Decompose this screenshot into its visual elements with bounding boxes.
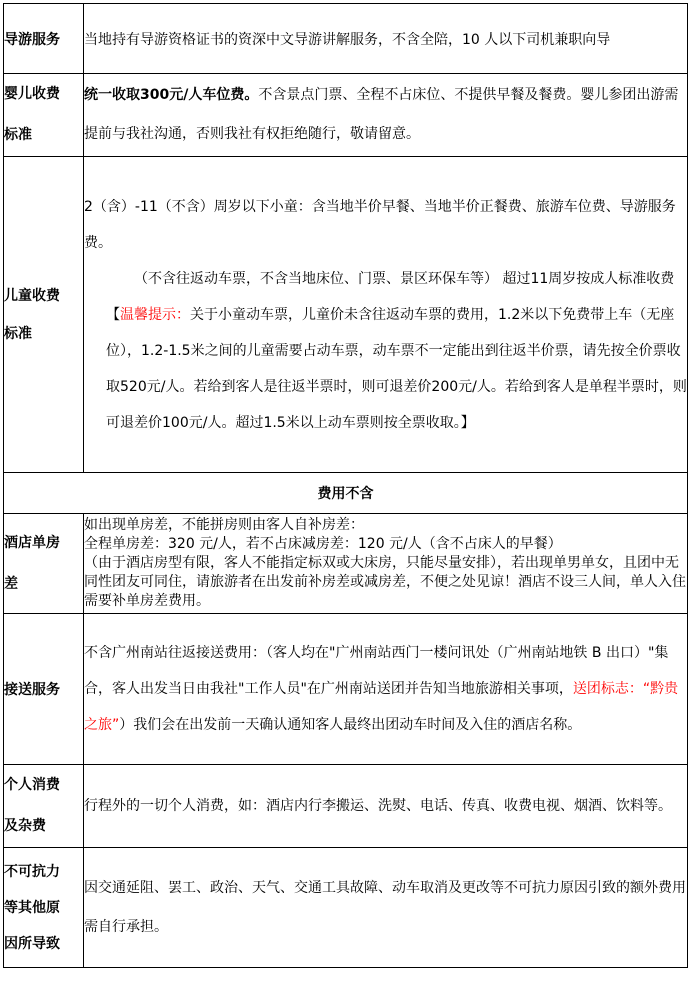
row-label-hotel: 酒店单房 差	[4, 514, 84, 614]
child-fee-tip	[84, 297, 687, 441]
section-header-excluded: 费用不含	[4, 473, 688, 514]
row-label-personal: 个人消费 及杂费	[4, 765, 84, 848]
personal-expense-text: 行程外的一切个人消费，如：酒店内行李搬运、洗熨、电话、传真、收费电视、烟酒、饮料等。	[84, 765, 688, 848]
send-off-sign: 送团标志：“黔贵之旅”	[84, 681, 679, 733]
child-fee-para-1: 2（含）-11（不含）周岁以下小童：含当地半价早餐、当地半价正餐费、旅游车位费、导游服务费。	[84, 198, 676, 251]
child-fee-para-2: （不含往返动车票，不含当地床位、门票、景区环保车等） 超过11周岁按成人标准收费	[134, 270, 675, 287]
table-row	[4, 514, 688, 614]
row-label-transfer: 接送服务	[4, 614, 84, 765]
table-row	[4, 848, 688, 968]
table-row	[4, 74, 688, 157]
table-row	[4, 765, 688, 848]
hotel-line-2: 全程单房差：320 元/人，若不占床减房差：120 元/人（含不占床人的早餐）	[84, 536, 562, 552]
transfer-text-2: ）我们会在出发前一天确认通知客人最终出团动车时间及入住的酒店名称。	[119, 717, 582, 733]
transfer-service-text	[84, 614, 688, 765]
transfer-text-1: 不含广州南站往返接送费用：（客人均在"广州南站西门一楼问讯处（广州南站地铁 B 出口）"集合，客人出发当日由我社"工作人员"在广州南站送团并告知当地旅游相关事项，	[84, 645, 669, 697]
warm-tip-label: 温馨提示：	[120, 306, 190, 323]
force-majeure-text: 因交通延阻、罢工、政治、天气、交通工具故障、动车取消及更改等不可抗力原因引致的额外费用需自行承担。	[84, 848, 688, 968]
row-label-guide: 导游服务	[4, 4, 84, 74]
tip-open: 【	[106, 306, 120, 323]
table-row	[4, 614, 688, 765]
fee-table	[3, 3, 688, 968]
table-row	[4, 157, 688, 473]
infant-fee-bold: 统一收取300元/人车位费。	[84, 87, 259, 103]
hotel-line-1: 如出现单房差，不能拼房则由客人自补房差：	[84, 517, 364, 533]
infant-fee-text	[84, 74, 688, 157]
tip-text: 关于小童动车票，儿童价未含往返动车票的费用，1.2米以下免费带上车（无座位），1.2-1.5米之间的儿童需要占动车票，动车票不一定能出到往返半价票，请先按全价票收取520元/人。若给到客人是往返半票时，则可退差价200元/人。若给到客人是单程半票时，则可退差价100元/人。超过1.5米以上动车票则按全票收取。】	[106, 306, 687, 431]
infant-fee-detail: 不含景点门票、全程不占床位、不提供早餐及餐费。婴儿参团出游需提前与我社沟通，否则我社有权拒绝随行，敬请留意。	[84, 87, 679, 142]
row-label-child: 儿童收费 标准	[4, 157, 84, 473]
guide-service-text: 当地持有导游资格证书的资深中文导游讲解服务，不含全陪，10 人以下司机兼职向导	[84, 4, 688, 74]
row-label-force-majeure: 不可抗力 等其他原 因所导致	[4, 848, 84, 968]
table-row	[4, 4, 688, 74]
hotel-single-room-text	[84, 514, 688, 614]
row-label-infant: 婴儿收费 标准	[4, 74, 84, 157]
hotel-line-3: （由于酒店房型有限，客人不能指定标双或大床房，只能尽量安排），若出现单男单女，且团中无同性团友可同住，请旅游者在出发前补房差或减房差，不便之处见谅！酒店不设三人间，单人入住需要补单房差费用。	[84, 555, 686, 609]
table-row	[4, 473, 688, 514]
child-fee-text	[84, 157, 688, 473]
